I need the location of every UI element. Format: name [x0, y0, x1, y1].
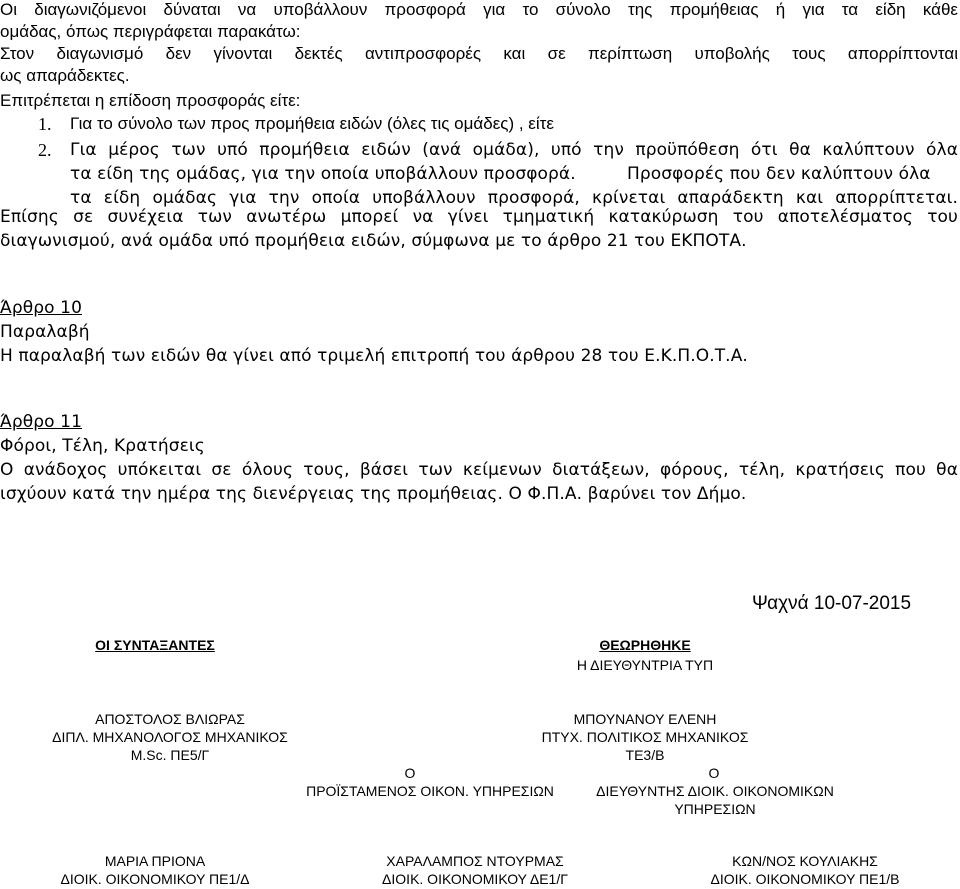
author-1-role-1: ΔΙΠΛ. ΜΗΧΑΝΟΛΟΓΟΣ ΜΗΧΑΝΙΚΟΣ	[52, 729, 288, 745]
article-10-title: Παραλαβή	[0, 322, 90, 342]
document-date: Ψαχνά 10-07-2015	[752, 593, 912, 614]
option-1-text: Για το σύνολο των προς προμήθεια ειδών (όλες τις ομάδες) , είτε	[70, 114, 554, 133]
mid-right-title-2: ΥΠΗΡΕΣΙΩΝ	[674, 801, 756, 817]
article-11-body-line-2: ισχύουν κατά την ημέρα της διενέργειας της προμήθειας. Ο Φ.Π.Α. βαρύνει τον Δήμο.	[0, 484, 747, 504]
mid-right-article: Ο	[708, 765, 720, 781]
intro-line-5: Επιτρέπεται η επίδοση προσφοράς είτε:	[0, 91, 301, 110]
authors-heading: ΟΙ ΣΥΝΤΑΞΑΝΤΕΣ	[95, 637, 215, 653]
mid-left-article: Ο	[404, 765, 416, 781]
article-10-body: Η παραλαβή των ειδών θα γίνει από τριμελή επιτροπή του άρθρου 28 του Ε.Κ.Π.Ο.Τ.Α.	[0, 346, 748, 366]
bottom-signatory-2-role: ΔΙΟΙΚ. ΟΙΚΟΝΟΜΙΚΟΥ ΔΕ1/Γ	[382, 871, 568, 887]
article-11-heading: Άρθρο 11	[0, 412, 82, 432]
option-2-text-line-2: τα είδη της ομάδας, για την οποία υποβάλλουν προσφορά.	[70, 164, 576, 184]
bottom-signatory-1-name: ΜΑΡΙΑ ΠΡΙΟΝΑ	[104, 853, 206, 869]
author-1-name: ΑΠΟΣΤΟΛΟΣ ΒΛΙΩΡΑΣ	[95, 711, 245, 727]
bottom-signatory-3-role: ΔΙΟΙΚ. ΟΙΚΟΝΟΜΙΚΟΥ ΠΕ1/Β	[710, 871, 900, 887]
article-10-heading: Άρθρο 10	[0, 298, 82, 318]
bottom-signatory-1-role: ΔΙΟΙΚ. ΟΙΚΟΝΟΜΙΚΟΥ ΠΕ1/Δ	[60, 871, 250, 887]
article-11-body-line-1: Ο ανάδοχος υπόκειται σε όλους τους, βάσει των κείμενων διατάξεων, φόρους, τέλη, κρατήσεις που θα	[0, 460, 958, 480]
approved-heading: ΘΕΩΡΗΘΗΚΕ	[599, 637, 691, 653]
option-2-number: 2.	[38, 140, 52, 160]
partial-award-line-1: Επίσης σε συνέχεια των ανωτέρω μπορεί να γίνει τμηματική κατακύρωση του αποτελέσματος του	[0, 207, 958, 227]
article-11-title: Φόροι, Τέλη, Κρατήσεις	[0, 436, 205, 456]
director-role-2: ΤΕ3/Β	[625, 747, 665, 763]
author-1-role-2: M.Sc. ΠΕ5/Γ	[130, 747, 210, 763]
intro-line-1: Οι διαγωνιζόμενοι δύναται να υποβάλλουν προσφορά για το σύνολο της προμήθειας ή για τα είδη κάθε	[0, 0, 958, 19]
option-2-text-line-3: τα είδη ομάδας για την οποία υποβάλλουν προσφορά, κρίνεται απαράδεκτη και απορρίπτεται.	[70, 188, 958, 208]
director-role-1: ΠΤΥΧ. ΠΟΛΙΤΙΚΟΣ ΜΗΧΑΝΙΚΟΣ	[541, 729, 749, 745]
bottom-signatory-2-name: ΧΑΡΑΛΑΜΠΟΣ ΝΤΟΥΡΜΑΣ	[386, 853, 564, 869]
option-2-text: Για μέρος των υπό προμήθεια ειδών (ανά ομάδα), υπό την προϋπόθεση ότι θα καλύπτουν όλα	[70, 140, 958, 160]
intro-line-2: ομάδας, όπως περιγράφεται παρακάτω:	[0, 22, 301, 41]
option-2-text-line-2b: Προσφορές που δεν καλύπτουν όλα	[627, 164, 931, 184]
bottom-signatory-3-name: ΚΩΝ/ΝΟΣ ΚΟΥΛΙΑΚΗΣ	[732, 853, 878, 869]
option-1-number: 1.	[38, 114, 52, 134]
approved-subheading: Η ΔΙΕΥΘΥΝΤΡΙΑ ΤΥΠ	[576, 657, 714, 673]
intro-line-3: Στον διαγωνισμό δεν γίνονται δεκτές αντιπροσφορές και σε περίπτωση υποβολής τους απορρίπτονται	[0, 44, 958, 63]
mid-left-title: ΠΡΟΪΣΤΑΜΕΝΟΣ ΟΙΚΟΝ. ΥΠΗΡΕΣΙΩΝ	[306, 783, 554, 799]
mid-right-title-1: ΔΙΕΥΘΥΝΤΗΣ ΔΙΟΙΚ. ΟΙΚΟΝΟΜΙΚΩΝ	[596, 783, 834, 799]
partial-award-line-2: διαγωνισμού, ανά ομάδα υπό προμήθεια ειδών, σύμφωνα με το άρθρο 21 του ΕΚΠΟΤΑ.	[0, 231, 747, 251]
director-name: ΜΠΟΥΝΑΝΟΥ ΕΛΕΝΗ	[573, 711, 717, 727]
intro-line-4: ως απαράδεκτες.	[0, 66, 130, 85]
